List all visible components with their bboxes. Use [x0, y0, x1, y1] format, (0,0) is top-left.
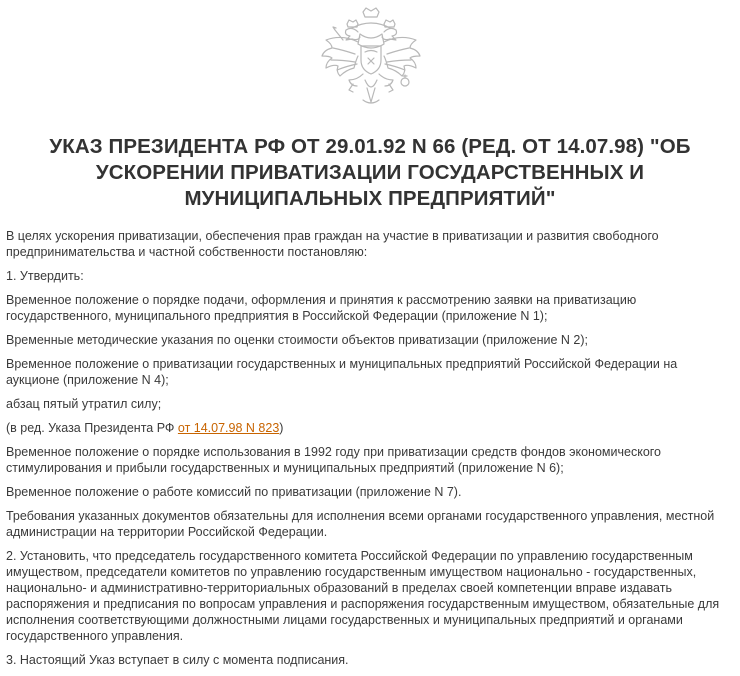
item-3: 3. Настоящий Указ вступает в силу с момента подписания.: [6, 653, 349, 667]
annex-7-paragraph: Временное положение о работе комиссий по приватизации (приложение N 7).: [6, 485, 462, 499]
coat-of-arms-icon: [313, 4, 429, 112]
annex-2-paragraph: Временные методические указания по оценки стоимости объектов приватизации (приложение N 2);: [6, 333, 588, 347]
document-title: УКАЗ ПРЕЗИДЕНТА РФ ОТ 29.01.92 N 66 (РЕД. ОТ 14.07.98) "ОБ УСКОРЕНИИ ПРИВАТИЗАЦИИ ГОСУДАРСТВЕННЫХ И МУНИЦИПАЛЬНЫХ ПРЕДПРИЯТИЙ": [49, 135, 691, 210]
annex-4-paragraph: Временное положение о приватизации государственных и муниципальных предприятий Российской Федерации на аукционе (приложение N 4);: [6, 357, 678, 387]
annex-6-paragraph: Временное положение о порядке использования в 1992 году при приватизации средств фондов экономического стимулирования и прибыли государственных и муниципальных предприятий (приложение N 6);: [6, 445, 662, 475]
edition-note: [6, 420, 732, 436]
intro-paragraph: В целях ускорения приватизации, обеспечения прав граждан на участие в приватизации и развития свободного предпринимательства и частной собственности постановляю:: [6, 229, 659, 259]
document-body: [6, 228, 732, 676]
item-1: 1. Утвердить:: [6, 269, 84, 283]
edition-link[interactable]: от 14.07.98 N 823: [177, 421, 280, 435]
requirements-paragraph: Требования указанных документов обязательны для исполнения всеми органами государственного управления, местной администрации на территории Российской Федерации.: [6, 509, 715, 539]
edition-suffix: ): [279, 421, 284, 435]
lost-force-paragraph: абзац пятый утратил силу;: [6, 397, 162, 411]
annex-1-paragraph: Временное положение о порядке подачи, оформления и принятия к рассмотрению заявки на приватизацию государственного, муниципального предприятия в Российской Федерации (приложение N 1);: [6, 293, 637, 323]
edition-prefix: (в ред. Указа Президента РФ: [6, 421, 178, 435]
item-2: 2. Установить, что председатель государственного комитета Российской Федерации по управлению государственным имуществом, председатели комитетов по управлению государственным имуществом национально - государственных, национально- и административно-территориальных образований в пределах своей компетенции вправе издавать распоряжения и предписания по вопросам управления и распоряжения государственным имуществом, обязательные для исполнения соответствующими должностными лицами государственных и муниципальных предприятий и органами государственного управления.: [6, 549, 720, 643]
